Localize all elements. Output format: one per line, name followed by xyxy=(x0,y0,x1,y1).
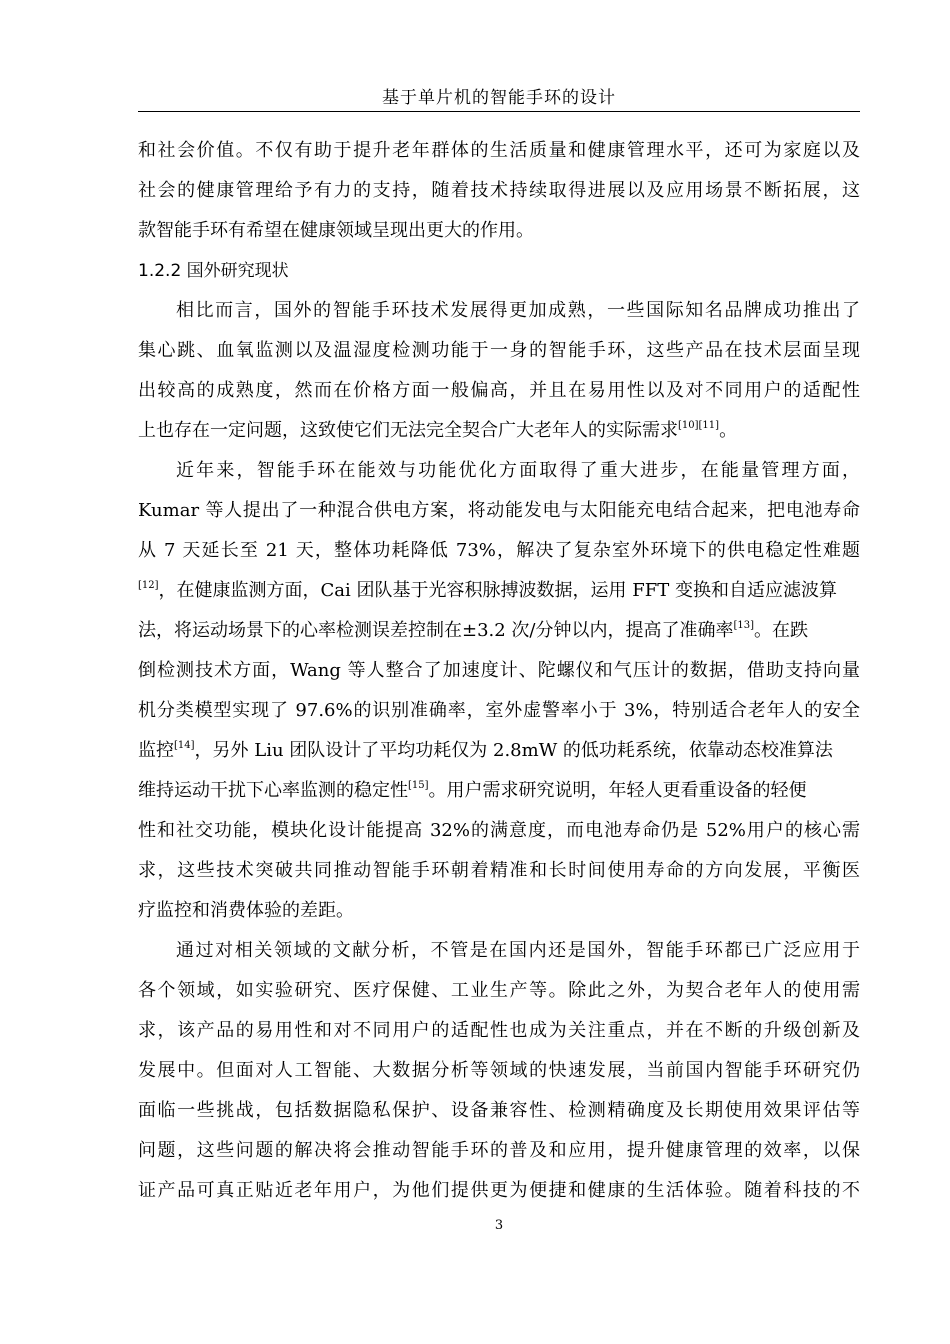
text-line: 近年来，智能手环在能效与功能优化方面取得了重大进步，在能量管理方面， xyxy=(176,460,860,481)
text-line: 出较高的成熟度，然而在价格方面一般偏高，并且在易用性以及对不同用户的适配性 xyxy=(138,380,860,401)
text-span: 。 xyxy=(719,420,738,441)
text-line xyxy=(138,571,860,611)
text-line: 通过对相关领域的文献分析，不管是在国内还是国外，智能手环都已广泛应用于 xyxy=(176,940,860,961)
text-line: 性和社交功能，模块化设计能提高 32%的满意度，而电池寿命仍是 52%用户的核心需 xyxy=(138,820,860,841)
text-line: 发展中。但面对人工智能、大数据分析等领域的快速发展，当前国内智能手环研究仍 xyxy=(138,1060,860,1081)
section-heading: 1.2.2 国外研究现状 xyxy=(138,261,289,281)
citation-ref: [12] xyxy=(138,580,159,591)
text-line xyxy=(138,411,860,451)
text-span: 监控 xyxy=(138,740,174,761)
text-span: 法，将运动场景下的心率检测误差控制在±3.2 次/分钟以内，提高了准确率 xyxy=(138,620,734,641)
text-span: 维持运动干扰下心率监测的稳定性 xyxy=(138,780,408,801)
text-span: ，在健康监测方面，Cai 团队基于光容积脉搏波数据，运用 FFT 变换和自适应滤波算 xyxy=(158,580,837,601)
text-line: 问题，这些问题的解决将会推动智能手环的普及和应用，提升健康管理的效率，以保 xyxy=(138,1140,860,1161)
citation-ref: [10][11] xyxy=(678,420,720,431)
text-line xyxy=(138,731,860,771)
text-line: 机分类模型实现了 97.6%的识别准确率，室外虚警率小于 3%，特别适合老年人的安全 xyxy=(138,700,860,721)
text-line: 相比而言，国外的智能手环技术发展得更加成熟，一些国际知名品牌成功推出了 xyxy=(176,300,860,321)
citation-ref: [15] xyxy=(408,780,429,791)
text-line xyxy=(138,611,860,651)
text-line: 从 7 天延长至 21 天，整体功耗降低 73%，解决了复杂室外环境下的供电稳定性难题 xyxy=(138,540,860,561)
text-line: 款智能手环有希望在健康领域呈现出更大的作用。 xyxy=(138,220,534,241)
page-number: 3 xyxy=(494,1218,504,1233)
text-line: 倒检测技术方面，Wang 等人整合了加速度计、陀螺仪和气压计的数据，借助支持向量 xyxy=(138,660,860,681)
text-line: 求，这些技术突破共同推动智能手环朝着精准和长时间使用寿命的方向发展，平衡医 xyxy=(138,860,860,881)
text-span: ，另外 Liu 团队设计了平均功耗仅为 2.8mW 的低功耗系统，依靠动态校准算法 xyxy=(194,740,833,761)
text-line: 面临一些挑战，包括数据隐私保护、设备兼容性、检测精确度及长期使用效果评估等 xyxy=(138,1100,860,1121)
text-line: 社会的健康管理给予有力的支持，随着技术持续取得进展以及应用场景不断拓展，这 xyxy=(138,180,860,201)
text-line: 证产品可真正贴近老年用户，为他们提供更为便捷和健康的生活体验。随着科技的不 xyxy=(138,1180,860,1201)
citation-ref: [13] xyxy=(733,620,755,631)
text-span: 。在跌 xyxy=(754,620,809,641)
text-span: 上也存在一定问题，这致使它们无法完全契合广大老年人的实际需求 xyxy=(138,420,678,441)
text-line: 集心跳、血氧监测以及温湿度检测功能于一身的智能手环，这些产品在技术层面呈现 xyxy=(138,340,860,361)
text-line xyxy=(138,771,860,811)
text-line: 求，该产品的易用性和对不同用户的适配性也成为关注重点，并在不断的升级创新及 xyxy=(138,1020,860,1041)
text-line: 和社会价值。不仅有助于提升老年群体的生活质量和健康管理水平，还可为家庭以及 xyxy=(138,140,860,161)
text-span: 。用户需求研究说明，年轻人更看重设备的轻便 xyxy=(428,780,807,801)
text-line: 各个领域，如实验研究、医疗保健、工业生产等。除此之外，为契合老年人的使用需 xyxy=(138,980,860,1001)
text-line: 疗监控和消费体验的差距。 xyxy=(138,900,354,921)
running-header: 基于单片机的智能手环的设计 xyxy=(382,88,616,108)
text-line: Kumar 等人提出了一种混合供电方案，将动能发电与太阳能充电结合起来，把电池寿命 xyxy=(138,500,860,521)
header-rule xyxy=(138,111,860,112)
citation-ref: [14] xyxy=(174,740,195,751)
